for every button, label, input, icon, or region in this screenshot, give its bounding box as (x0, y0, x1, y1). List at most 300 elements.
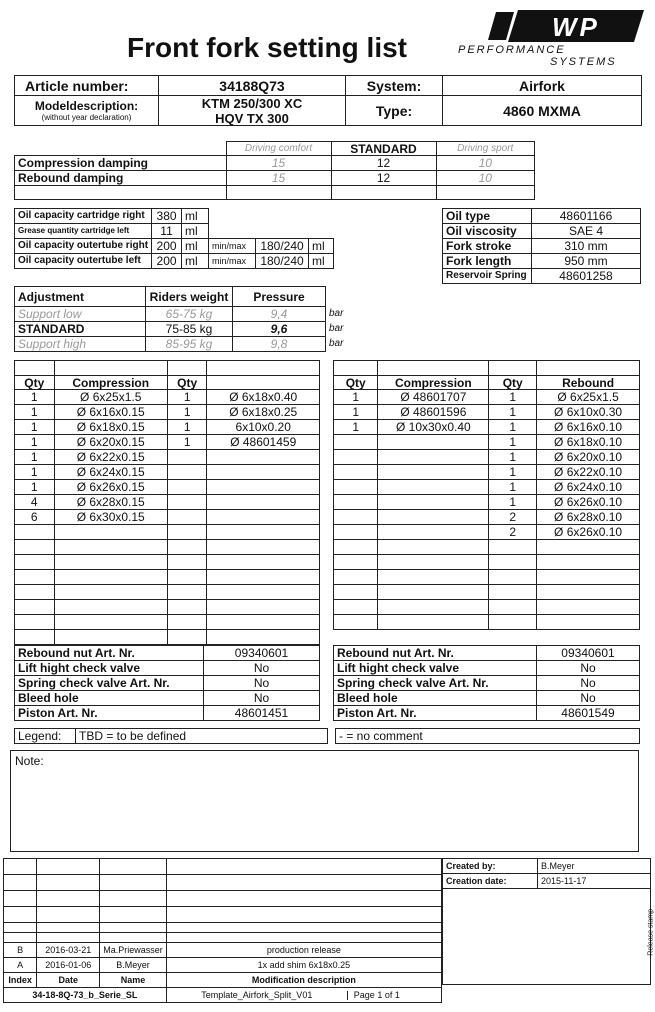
blank-cell (4, 859, 37, 875)
shim-qty (167, 465, 207, 480)
rebound-damping-label: Rebound damping (15, 171, 227, 186)
table-row (15, 706, 320, 721)
revision-date: 2016-01-06 (37, 958, 100, 973)
shim-qty (167, 570, 207, 585)
shim-spec (54, 525, 167, 540)
shim-qty (167, 615, 207, 630)
revision-name: Ma.Priewasser (100, 943, 167, 958)
adjustment-unit: bar (329, 323, 344, 334)
shim-qty: 1 (167, 435, 207, 450)
created-table (442, 858, 655, 985)
valve-label: Piston Art. Nr. (15, 706, 204, 721)
page-title: Front fork setting list (127, 32, 407, 63)
shim-qty (167, 555, 207, 570)
shim-qty (15, 540, 55, 555)
table-row (334, 600, 640, 615)
shim-qty: 2 (489, 525, 537, 540)
page-number: Page 1 of 1 (347, 991, 400, 1000)
model-description-sub: (without year declaration) (41, 112, 132, 122)
legend-label: Legend: (15, 729, 76, 744)
spec-value: 950 mm (532, 254, 641, 269)
blank-cell (166, 859, 441, 875)
shim-spec: Ø 48601707 (378, 390, 489, 405)
table-row (15, 646, 320, 661)
table-row (15, 376, 320, 390)
table-row (334, 661, 640, 676)
shim-qty (489, 585, 537, 600)
table-row (15, 555, 320, 570)
valve-table-right (333, 645, 640, 721)
revision-col-header: Date (37, 973, 100, 988)
shim-header: Qty (15, 376, 55, 390)
wp-logo (456, 8, 646, 70)
article-number-label: Article number: (15, 76, 159, 96)
oil-row-unit: ml (182, 254, 209, 269)
shim-stack-left (14, 360, 320, 645)
shim-spec: Ø 6x24x0.15 (54, 465, 167, 480)
shim-spec (207, 525, 320, 540)
spec-value: SAE 4 (532, 224, 641, 239)
table-row (334, 615, 640, 630)
adjustment-label: Support high (15, 337, 146, 352)
shim-spec (54, 540, 167, 555)
valve-value: No (204, 691, 320, 706)
table-row (334, 405, 640, 420)
table-row (4, 923, 442, 933)
oil-row-label: Oil capacity outertube right (15, 239, 152, 254)
shim-qty (15, 630, 55, 645)
spec-label: Oil viscosity (443, 224, 532, 239)
shim-spec: Ø 6x25x1.5 (54, 390, 167, 405)
shim-qty (167, 510, 207, 525)
table-row (15, 585, 320, 600)
shim-qty: 1 (15, 390, 55, 405)
spec-label: Fork length (443, 254, 532, 269)
blank-cell (37, 933, 100, 943)
driving-comfort-header: Driving comfort (226, 142, 331, 156)
shim-qty: 1 (489, 405, 537, 420)
shim-qty: 1 (334, 420, 378, 435)
shim-header: Qty (489, 376, 537, 390)
doc-id: 34-18-8Q-73_b_Serie_SL (4, 988, 167, 1003)
table-row (15, 465, 320, 480)
blank-cell (166, 907, 441, 923)
riders-weight-header: Riders weight (146, 287, 233, 307)
shim-qty: 1 (489, 465, 537, 480)
shim-spec (378, 615, 489, 630)
damping-table (14, 141, 535, 200)
table-row (334, 585, 640, 600)
shim-qty (167, 525, 207, 540)
shim-spec (537, 585, 640, 600)
pressure-header: Pressure (233, 287, 326, 307)
oil-row-label: Oil capacity cartridge right (15, 209, 152, 224)
valve-label: Bleed hole (15, 691, 204, 706)
shim-qty (334, 495, 378, 510)
shim-qty (15, 585, 55, 600)
model-description-label: Modeldescription: (34, 98, 139, 113)
shim-qty: 2 (489, 510, 537, 525)
minmax-label: min/max (209, 254, 256, 269)
model-description-cell (15, 96, 159, 126)
adjustment-weight: 85-95 kg (146, 337, 233, 352)
shim-spec: Ø 6x30x0.15 (54, 510, 167, 525)
shim-qty: 1 (15, 405, 55, 420)
spec-label: Fork stroke (443, 239, 532, 254)
valve-value: No (537, 691, 640, 706)
adjustment-label: Support low (15, 307, 146, 322)
system-label: System: (346, 76, 443, 96)
blank-cell (54, 361, 167, 376)
table-row (15, 615, 320, 630)
table-row (334, 540, 640, 555)
adjustment-weight: 65-75 kg (146, 307, 233, 322)
shim-qty: 1 (334, 405, 378, 420)
shim-qty: 1 (489, 450, 537, 465)
shim-spec (207, 630, 320, 645)
blank-cell (37, 891, 100, 907)
shim-spec (537, 600, 640, 615)
table-row (4, 859, 442, 875)
shim-spec: Ø 6x20x0.15 (54, 435, 167, 450)
note-box (10, 750, 639, 852)
table-row (334, 706, 640, 721)
blank-cell (100, 859, 167, 875)
shim-spec: Ø 6x16x0.15 (54, 405, 167, 420)
table-row (334, 676, 640, 691)
table-row (15, 630, 320, 645)
compression-damping-label: Compression damping (15, 156, 227, 171)
shim-spec (537, 615, 640, 630)
table-row (334, 646, 640, 661)
table-row (334, 376, 640, 390)
shim-spec: Ø 6x26x0.10 (537, 525, 640, 540)
shim-spec (54, 600, 167, 615)
valve-value: 09340601 (204, 646, 320, 661)
table-row (15, 480, 320, 495)
shim-spec (207, 465, 320, 480)
shim-qty: 1 (15, 435, 55, 450)
shim-spec (537, 570, 640, 585)
minmax-unit: ml (309, 239, 334, 254)
revision-table (3, 858, 442, 1003)
shim-qty (15, 600, 55, 615)
minmax-value: 180/240 (256, 239, 309, 254)
table-row (15, 420, 320, 435)
table-row (334, 420, 640, 435)
shim-qty: 6 (15, 510, 55, 525)
adjustment-pressure: 9,4 (233, 307, 326, 322)
driving-sport-header: Driving sport (436, 142, 535, 156)
table-row (4, 973, 442, 988)
article-number-value: 34188Q73 (159, 76, 346, 96)
shim-spec (378, 555, 489, 570)
table-row (334, 570, 640, 585)
shim-qty: 1 (167, 390, 207, 405)
compression-standard: 12 (331, 156, 436, 171)
blank-cell (100, 907, 167, 923)
spec-label: Reservoir Spring (443, 269, 532, 284)
blank-cell (37, 907, 100, 923)
shim-spec: Ø 10x30x0.40 (378, 420, 489, 435)
blank-cell (4, 907, 37, 923)
table-row (4, 891, 442, 907)
oil-row-unit: ml (182, 224, 209, 239)
oil-row-value: 200 (152, 239, 182, 254)
valve-label: Bleed hole (334, 691, 537, 706)
shim-header: Rebound (537, 376, 640, 390)
shim-qty: 1 (489, 435, 537, 450)
compression-sport: 10 (436, 156, 535, 171)
model-description-values (159, 96, 346, 126)
shim-spec (54, 615, 167, 630)
valve-label: Lift hight check valve (334, 661, 537, 676)
blank-cell (100, 891, 167, 907)
revision-index: B (4, 943, 37, 958)
shim-spec (207, 495, 320, 510)
table-row (334, 555, 640, 570)
template-name: Template_Airfork_Split_V01 (201, 989, 313, 1000)
shim-spec (537, 555, 640, 570)
shim-spec: Ø 6x16x0.10 (537, 420, 640, 435)
blank-cell (37, 859, 100, 875)
shim-spec (54, 585, 167, 600)
shim-qty (334, 465, 378, 480)
revision-index: A (4, 958, 37, 973)
shim-spec (207, 540, 320, 555)
shim-qty (334, 480, 378, 495)
shim-spec (378, 510, 489, 525)
fork-spec-table (442, 208, 641, 284)
shim-spec: Ø 6x18x0.25 (207, 405, 320, 420)
logo-performance: PERFORMANCE (458, 44, 566, 56)
table-row (4, 943, 442, 958)
table-row (15, 691, 320, 706)
table-row (334, 450, 640, 465)
shim-spec (378, 600, 489, 615)
shim-spec: Ø 6x22x0.15 (54, 450, 167, 465)
shim-stack-right (333, 360, 640, 630)
table-row (4, 988, 442, 1003)
shim-qty: 1 (15, 450, 55, 465)
shim-spec (378, 495, 489, 510)
legend-table (14, 728, 640, 744)
shim-qty (334, 600, 378, 615)
oil-row-value: 11 (152, 224, 182, 239)
shim-spec (378, 540, 489, 555)
shim-qty (489, 570, 537, 585)
shim-spec (537, 540, 640, 555)
shim-qty (334, 540, 378, 555)
revision-name: B.Meyer (100, 958, 167, 973)
shim-qty (334, 555, 378, 570)
oil-row-value: 380 (152, 209, 182, 224)
blank-cell (100, 875, 167, 891)
shim-spec: Ø 6x28x0.10 (537, 510, 640, 525)
adjustment-table (14, 286, 347, 352)
valve-label: Lift hight check valve (15, 661, 204, 676)
shim-qty (489, 615, 537, 630)
blank-cell (4, 933, 37, 943)
article-table (14, 75, 642, 126)
adjustment-header: Adjustment (15, 287, 146, 307)
shim-qty (167, 585, 207, 600)
adjustment-pressure: 9,6 (233, 322, 326, 337)
shim-spec (378, 570, 489, 585)
shim-qty: 4 (15, 495, 55, 510)
table-row (15, 570, 320, 585)
shim-qty: 1 (489, 480, 537, 495)
shim-spec: Ø 6x26x0.10 (537, 495, 640, 510)
shim-qty (167, 480, 207, 495)
shim-qty (334, 585, 378, 600)
table-row (15, 361, 320, 376)
table-row (334, 691, 640, 706)
table-row (15, 405, 320, 420)
revision-date: 2016-03-21 (37, 943, 100, 958)
valve-value: No (537, 676, 640, 691)
legend-tbd: TBD = to be defined (76, 729, 328, 744)
shim-spec (207, 510, 320, 525)
blank-cell (37, 923, 100, 933)
table-row (334, 361, 640, 376)
valve-table-left (14, 645, 320, 721)
shim-qty (489, 555, 537, 570)
shim-qty: 1 (15, 420, 55, 435)
shim-spec: Ø 6x25x1.5 (537, 390, 640, 405)
adjustment-label: STANDARD (15, 322, 146, 337)
shim-qty (489, 600, 537, 615)
blank-cell (334, 361, 378, 376)
shim-qty (167, 450, 207, 465)
table-row (15, 661, 320, 676)
shim-qty (167, 630, 207, 645)
shim-spec: Ø 6x20x0.10 (537, 450, 640, 465)
shim-qty (489, 540, 537, 555)
blank-cell (378, 361, 489, 376)
valve-label: Spring check valve Art. Nr. (334, 676, 537, 691)
blank-cell (4, 891, 37, 907)
shim-qty (167, 600, 207, 615)
shim-spec: Ø 6x26x0.15 (54, 480, 167, 495)
table-row (334, 390, 640, 405)
shim-header: Qty (167, 376, 207, 390)
blank-cell (4, 875, 37, 891)
table-row (334, 495, 640, 510)
creation-date-value: 2015-11-17 (538, 874, 651, 889)
shim-spec (378, 435, 489, 450)
shim-spec (207, 555, 320, 570)
minmax-unit: ml (309, 254, 334, 269)
valve-label: Rebound nut Art. Nr. (15, 646, 204, 661)
oil-capacity-table (14, 208, 334, 269)
blank-cell (167, 361, 207, 376)
shim-qty: 1 (489, 495, 537, 510)
adjustment-pressure: 9,8 (233, 337, 326, 352)
shim-spec (378, 450, 489, 465)
type-label: Type: (346, 96, 443, 126)
footer-block (3, 858, 655, 1008)
table-row (4, 875, 442, 891)
shim-spec: Ø 6x10x0.30 (537, 405, 640, 420)
logo-systems: SYSTEMS (550, 56, 617, 68)
blank-cell (166, 875, 441, 891)
table-row (15, 435, 320, 450)
table-row (15, 600, 320, 615)
valve-value: No (204, 676, 320, 691)
standard-header: STANDARD (331, 142, 436, 156)
shim-qty (334, 450, 378, 465)
adjustment-unit: bar (329, 338, 344, 349)
shim-spec (207, 585, 320, 600)
shim-spec (378, 465, 489, 480)
revision-col-header: Index (4, 973, 37, 988)
valve-value: 48601549 (537, 706, 640, 721)
shim-spec (207, 480, 320, 495)
oil-row-unit: ml (182, 209, 209, 224)
shim-header: Compression (54, 376, 167, 390)
blank-cell (166, 891, 441, 907)
table-row (334, 435, 640, 450)
shim-spec: Ø 48601459 (207, 435, 320, 450)
valve-value: 09340601 (537, 646, 640, 661)
shim-qty (334, 525, 378, 540)
legend-dash: - = no comment (336, 729, 640, 744)
adjustment-unit: bar (329, 308, 344, 319)
shim-spec (207, 600, 320, 615)
shim-qty: 1 (167, 405, 207, 420)
valve-label: Rebound nut Art. Nr. (334, 646, 537, 661)
creation-date-label: Creation date: (443, 874, 538, 889)
shim-qty (334, 615, 378, 630)
oil-row-value: 200 (152, 254, 182, 269)
revision-col-header: Modification description (166, 973, 441, 988)
table-row (4, 933, 442, 943)
shim-qty: 1 (15, 465, 55, 480)
shim-qty (167, 495, 207, 510)
shim-spec: 6x10x0.20 (207, 420, 320, 435)
release-stamp-area (443, 889, 655, 985)
shim-qty (167, 540, 207, 555)
compression-comfort: 15 (226, 156, 331, 171)
shim-spec (207, 615, 320, 630)
table-row (334, 465, 640, 480)
shim-header: Compression (378, 376, 489, 390)
minmax-label: min/max (209, 239, 256, 254)
spec-value: 310 mm (532, 239, 641, 254)
shim-qty: 1 (15, 480, 55, 495)
table-row (4, 958, 442, 973)
rebound-comfort: 15 (226, 171, 331, 186)
blank-cell (37, 875, 100, 891)
table-row (334, 480, 640, 495)
blank-cell (537, 361, 640, 376)
shim-qty (15, 555, 55, 570)
shim-qty (15, 525, 55, 540)
table-row (15, 676, 320, 691)
table-row (334, 525, 640, 540)
shim-header: Qty (334, 376, 378, 390)
blank-cell (166, 923, 441, 933)
valve-label: Piston Art. Nr. (334, 706, 537, 721)
model-value-2: HQV TX 300 (215, 110, 289, 126)
blank-cell (100, 933, 167, 943)
blank-cell (15, 361, 55, 376)
shim-spec (207, 570, 320, 585)
table-row (15, 510, 320, 525)
minmax-value: 180/240 (256, 254, 309, 269)
shim-spec: Ø 6x22x0.10 (537, 465, 640, 480)
